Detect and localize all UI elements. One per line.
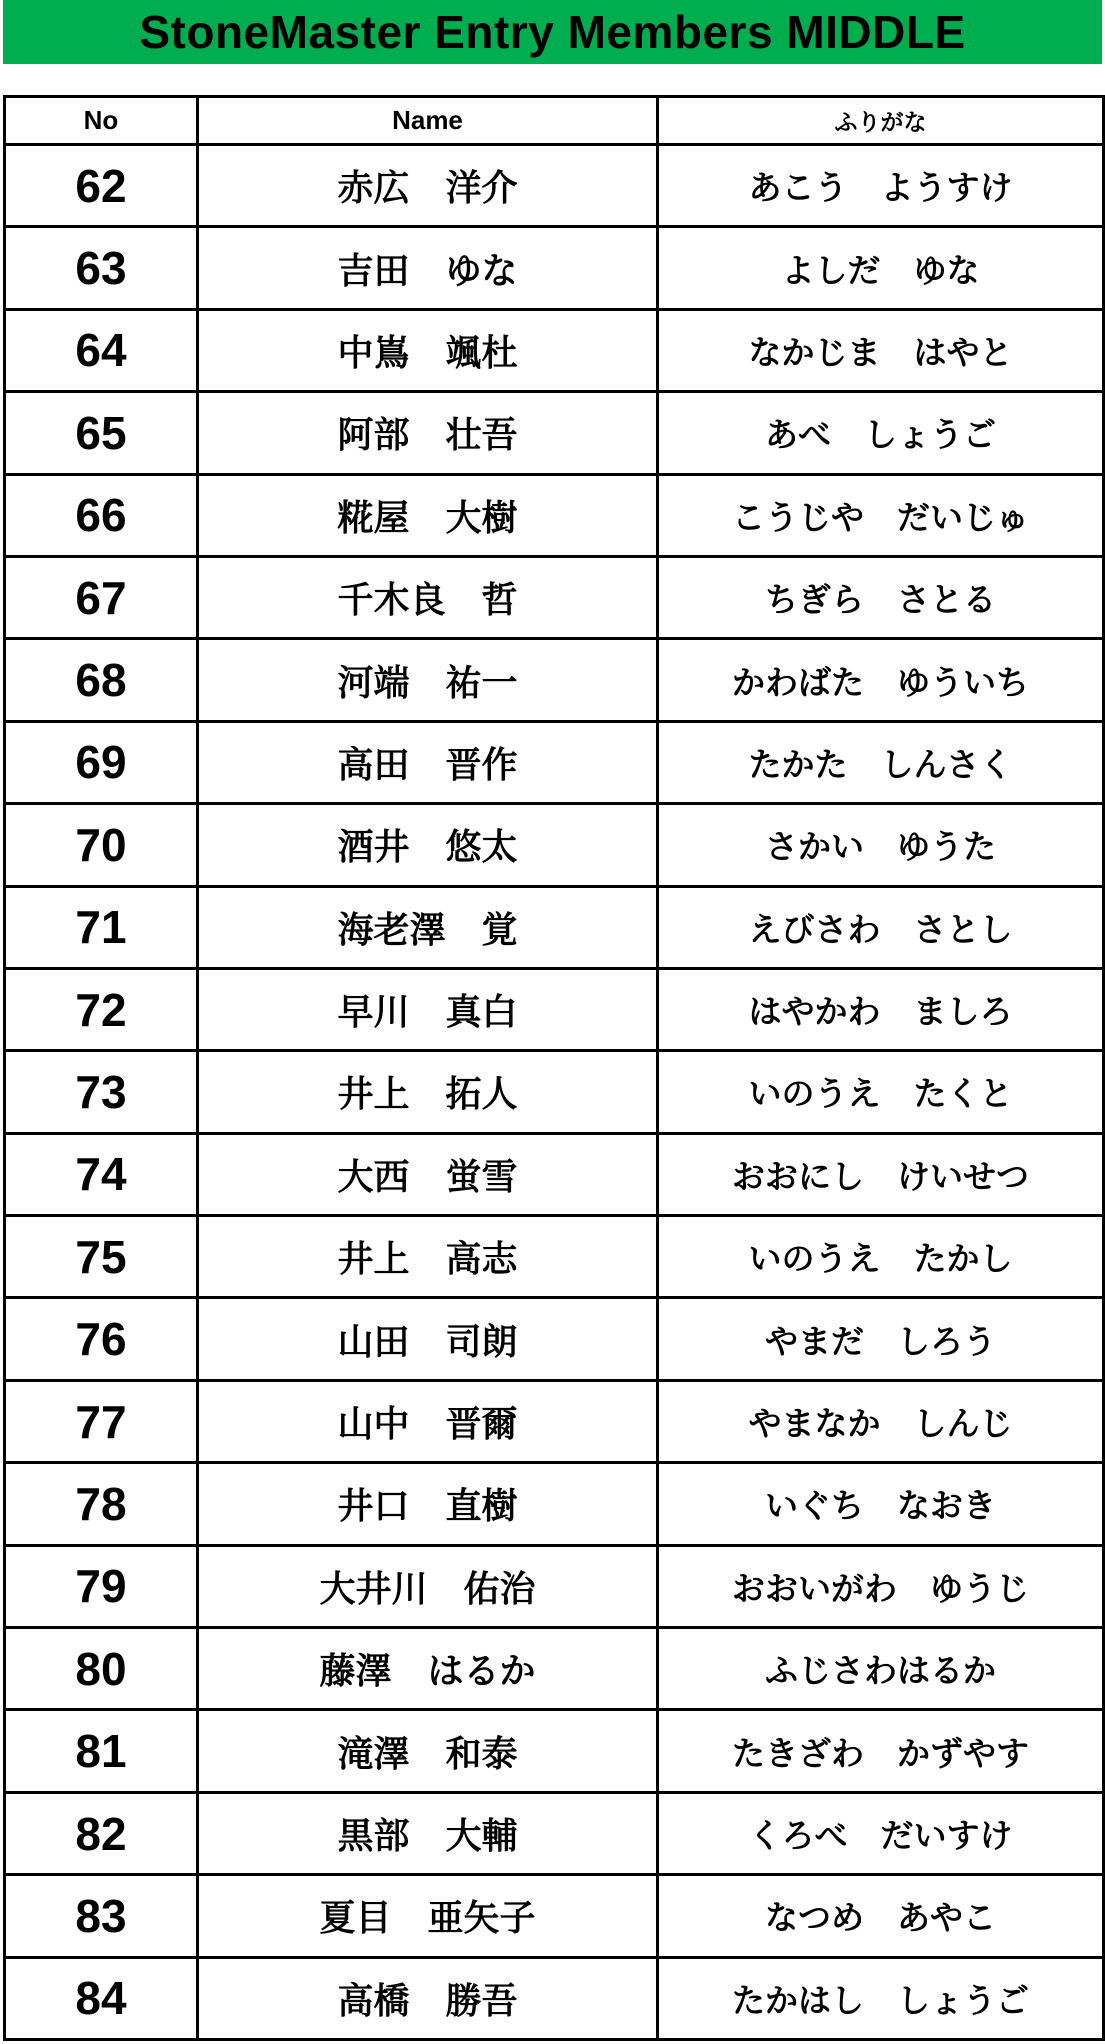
member-name: 赤広 洋介 <box>198 145 658 227</box>
member-name: 井上 高志 <box>198 1216 658 1298</box>
member-no: 71 <box>5 886 198 968</box>
member-row <box>5 1792 1104 1874</box>
member-no: 62 <box>5 145 198 227</box>
title-banner <box>3 0 1102 64</box>
column-header-name: Name <box>198 97 658 145</box>
member-furigana: あべ しょうご <box>658 392 1104 474</box>
member-row <box>5 1545 1104 1627</box>
member-name: 夏目 亜矢子 <box>198 1875 658 1957</box>
member-row <box>5 1710 1104 1792</box>
member-no: 84 <box>5 1957 198 2039</box>
member-row <box>5 1957 1104 2039</box>
member-row <box>5 968 1104 1050</box>
member-row <box>5 145 1104 227</box>
members-table <box>3 95 1105 2041</box>
member-name: 井上 拓人 <box>198 1051 658 1133</box>
member-name: 中嶌 颯杜 <box>198 309 658 391</box>
member-name: 早川 真白 <box>198 968 658 1050</box>
member-furigana: やまだ しろう <box>658 1298 1104 1380</box>
member-name: 千木良 哲 <box>198 556 658 638</box>
member-furigana: たかた しんさく <box>658 721 1104 803</box>
member-name: 山中 晋爾 <box>198 1380 658 1462</box>
member-name: 海老澤 覚 <box>198 886 658 968</box>
member-name: 滝澤 和泰 <box>198 1710 658 1792</box>
member-no: 65 <box>5 392 198 474</box>
member-furigana: えびさわ さとし <box>658 886 1104 968</box>
member-furigana: たかはし しょうご <box>658 1957 1104 2039</box>
member-row <box>5 721 1104 803</box>
member-furigana: はやかわ ましろ <box>658 968 1104 1050</box>
member-row <box>5 1875 1104 1957</box>
member-name: 山田 司朗 <box>198 1298 658 1380</box>
member-no: 70 <box>5 804 198 886</box>
member-row <box>5 227 1104 309</box>
member-furigana: やまなか しんじ <box>658 1380 1104 1462</box>
member-row <box>5 886 1104 968</box>
member-no: 68 <box>5 639 198 721</box>
member-row <box>5 392 1104 474</box>
member-row <box>5 556 1104 638</box>
member-no: 63 <box>5 227 198 309</box>
member-furigana: いぐち なおき <box>658 1463 1104 1545</box>
member-name: 黒部 大輔 <box>198 1792 658 1874</box>
member-no: 74 <box>5 1133 198 1215</box>
member-furigana: いのうえ たかし <box>658 1216 1104 1298</box>
member-name: 阿部 壮吾 <box>198 392 658 474</box>
member-no: 75 <box>5 1216 198 1298</box>
member-row <box>5 309 1104 391</box>
member-no: 69 <box>5 721 198 803</box>
member-furigana: よしだ ゆな <box>658 227 1104 309</box>
member-furigana: おおいがわ ゆうじ <box>658 1545 1104 1627</box>
member-furigana: いのうえ たくと <box>658 1051 1104 1133</box>
member-no: 77 <box>5 1380 198 1462</box>
member-furigana: こうじや だいじゅ <box>658 474 1104 556</box>
member-row <box>5 1463 1104 1545</box>
member-no: 82 <box>5 1792 198 1874</box>
member-row <box>5 1216 1104 1298</box>
column-header-no: No <box>5 97 198 145</box>
member-name: 井口 直樹 <box>198 1463 658 1545</box>
member-furigana: たきざわ かずやす <box>658 1710 1104 1792</box>
member-row <box>5 1628 1104 1710</box>
member-name: 大西 蛍雪 <box>198 1133 658 1215</box>
member-row <box>5 474 1104 556</box>
member-furigana: くろべ だいすけ <box>658 1792 1104 1874</box>
member-name: 高田 晋作 <box>198 721 658 803</box>
member-row <box>5 639 1104 721</box>
member-furigana: なつめ あやこ <box>658 1875 1104 1957</box>
page-title: StoneMaster Entry Members MIDDLE <box>139 6 966 58</box>
member-no: 81 <box>5 1710 198 1792</box>
member-furigana: かわばた ゆういち <box>658 639 1104 721</box>
member-no: 78 <box>5 1463 198 1545</box>
member-furigana: さかい ゆうた <box>658 804 1104 886</box>
member-row <box>5 1051 1104 1133</box>
member-no: 80 <box>5 1628 198 1710</box>
member-name: 糀屋 大樹 <box>198 474 658 556</box>
member-furigana: おおにし けいせつ <box>658 1133 1104 1215</box>
member-no: 79 <box>5 1545 198 1627</box>
member-no: 76 <box>5 1298 198 1380</box>
member-name: 河端 祐一 <box>198 639 658 721</box>
member-furigana: ふじさわはるか <box>658 1628 1104 1710</box>
member-furigana: あこう ようすけ <box>658 145 1104 227</box>
member-name: 藤澤 はるか <box>198 1628 658 1710</box>
member-furigana: ちぎら さとる <box>658 556 1104 638</box>
member-name: 酒井 悠太 <box>198 804 658 886</box>
member-row <box>5 804 1104 886</box>
table-header-row <box>5 97 1104 145</box>
member-no: 67 <box>5 556 198 638</box>
member-no: 73 <box>5 1051 198 1133</box>
member-name: 大井川 佑治 <box>198 1545 658 1627</box>
member-name: 吉田 ゆな <box>198 227 658 309</box>
member-no: 72 <box>5 968 198 1050</box>
member-furigana: なかじま はやと <box>658 309 1104 391</box>
member-name: 高橋 勝吾 <box>198 1957 658 2039</box>
member-no: 66 <box>5 474 198 556</box>
member-no: 64 <box>5 309 198 391</box>
column-header-furigana: ふりがな <box>658 97 1104 145</box>
member-row <box>5 1298 1104 1380</box>
member-row <box>5 1133 1104 1215</box>
member-row <box>5 1380 1104 1462</box>
member-no: 83 <box>5 1875 198 1957</box>
